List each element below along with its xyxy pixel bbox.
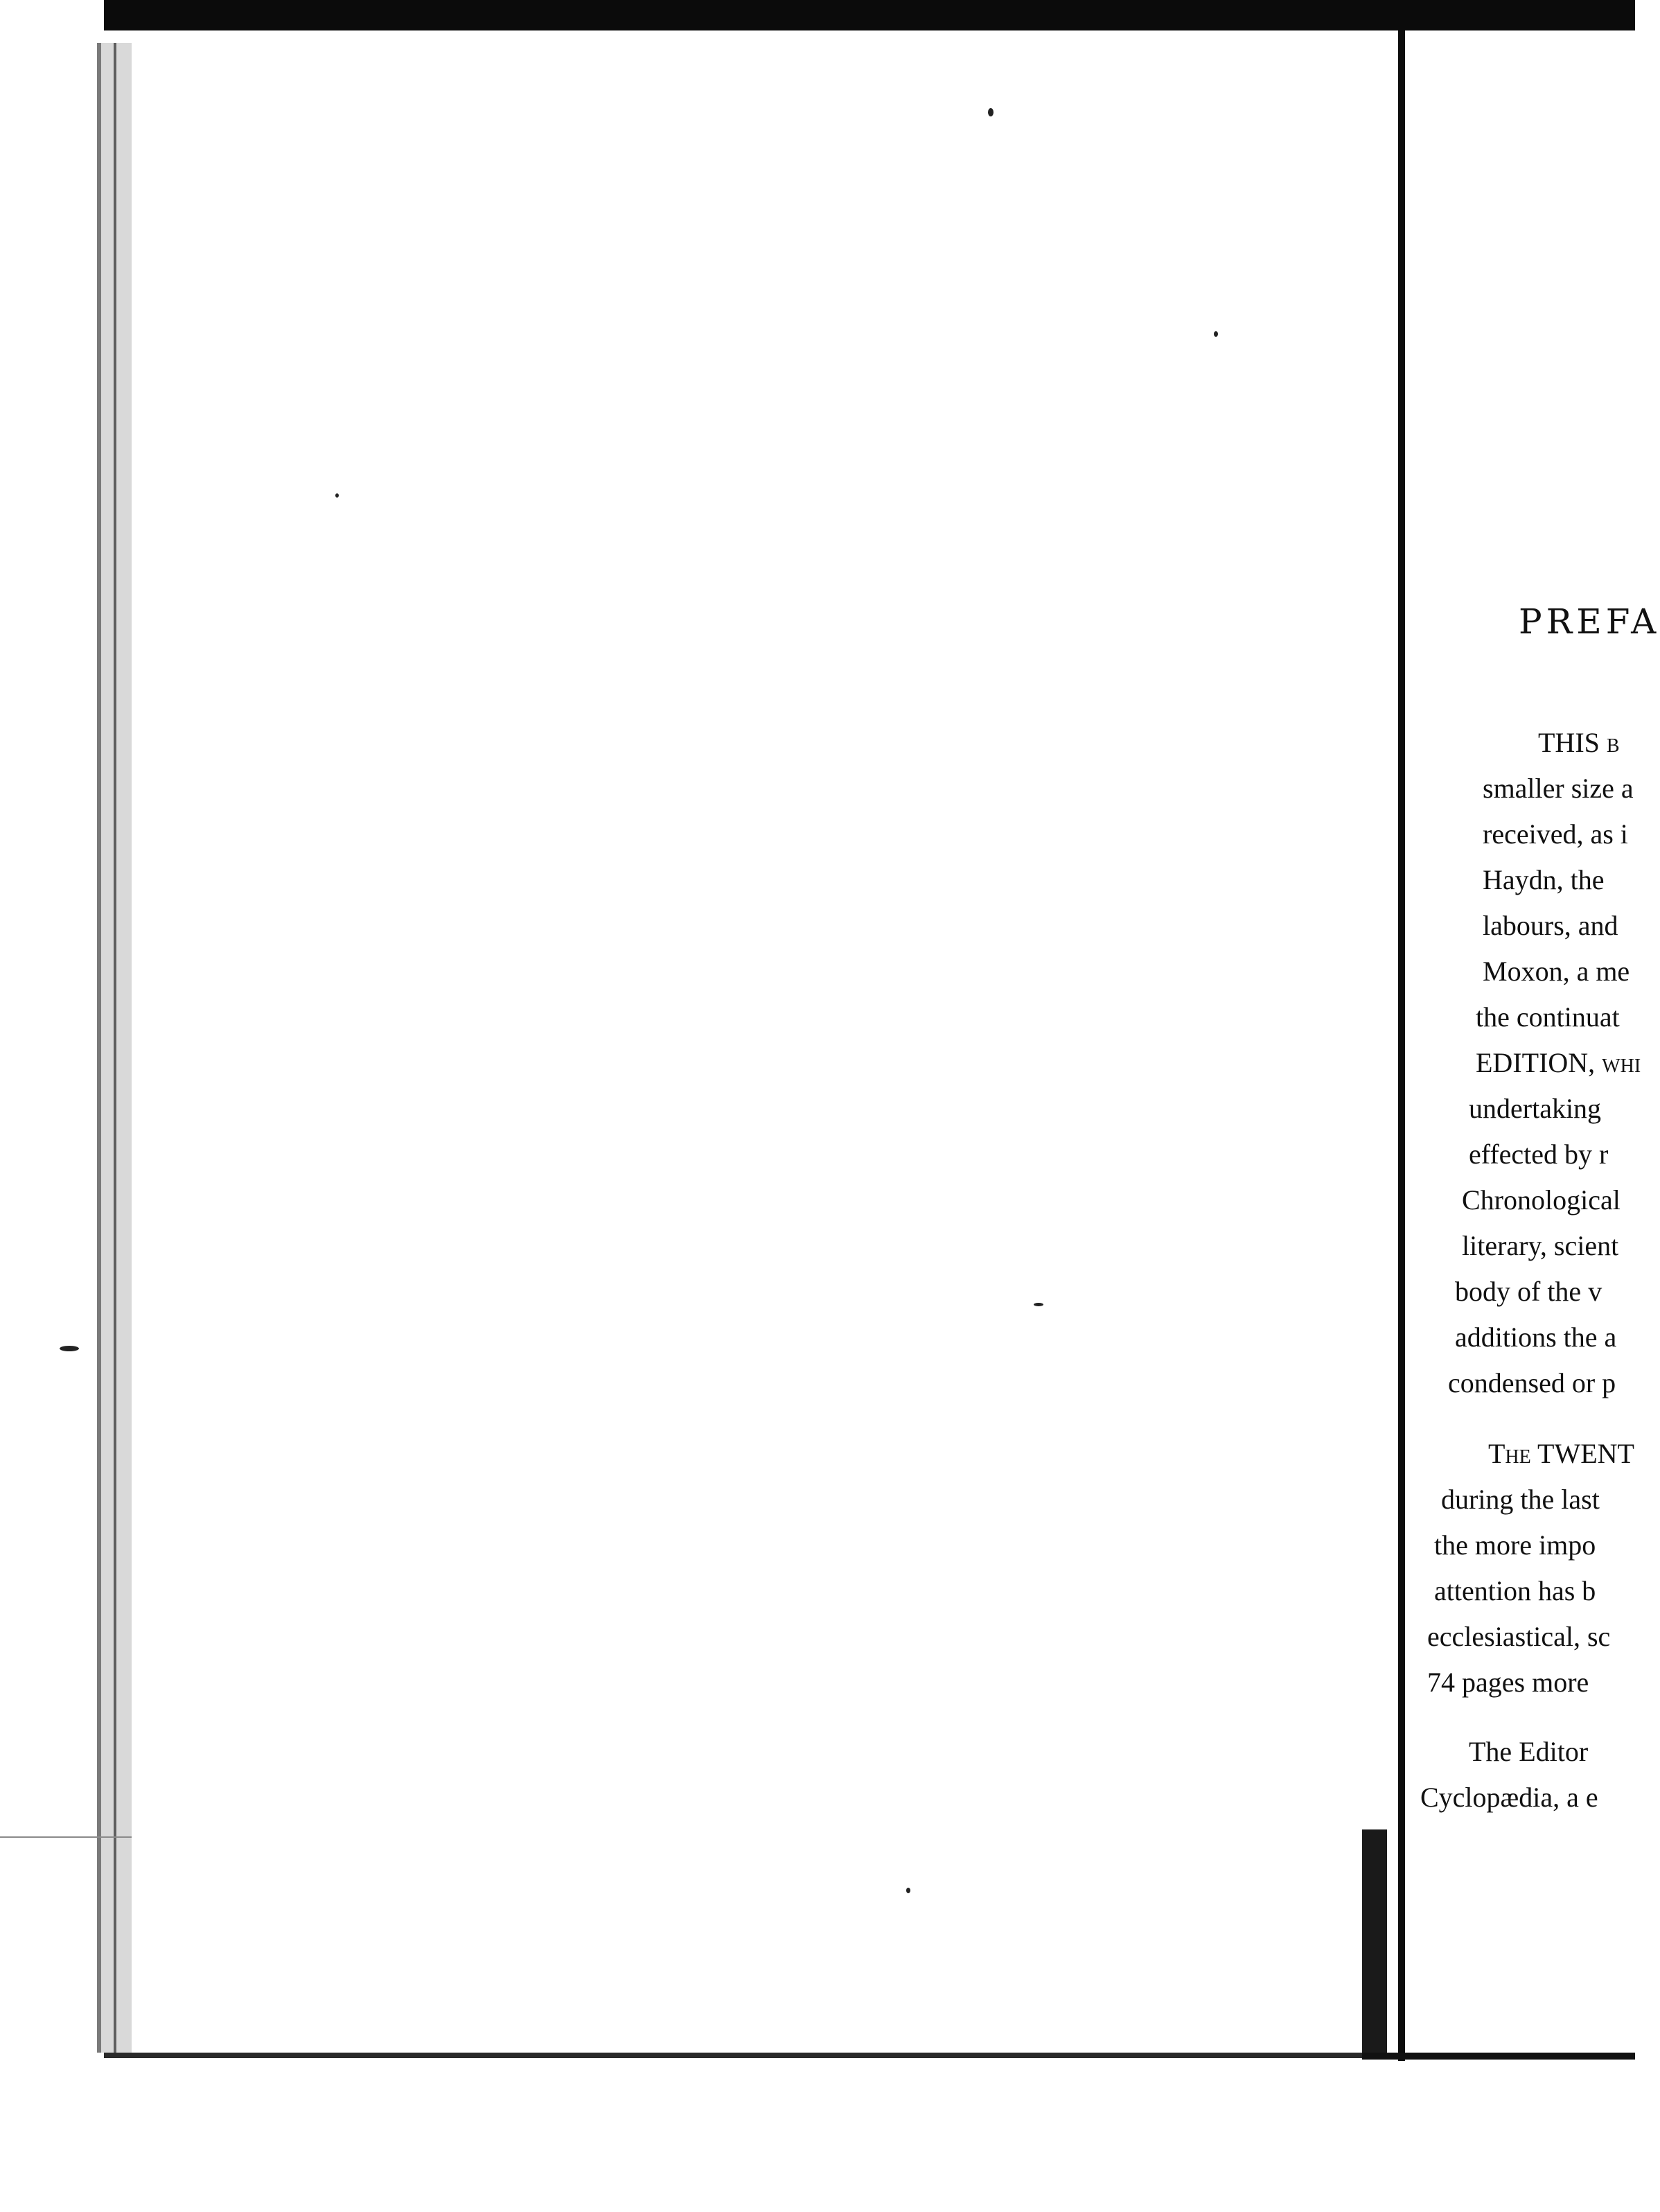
text-line: received, as i — [1483, 818, 1628, 850]
paper-speck — [1214, 331, 1218, 337]
text-line: THIS b — [1538, 727, 1620, 758]
text-line: undertaking — [1469, 1093, 1602, 1124]
text-line: smaller size a — [1483, 773, 1634, 804]
right-page-bottom-edge — [1362, 2053, 1635, 2060]
text-line: The TWENT — [1488, 1438, 1634, 1469]
paper-speck — [906, 1888, 910, 1893]
text-line: literary, scient — [1462, 1230, 1619, 1261]
text-line: Haydn, the — [1483, 864, 1605, 895]
paper-speck — [1034, 1303, 1043, 1306]
paper-speck — [60, 1346, 79, 1351]
text-line: ecclesiastical, sc — [1427, 1621, 1611, 1652]
gutter-shadow — [1362, 1829, 1387, 2058]
text-line: The Editor — [1469, 1736, 1589, 1767]
scan-frame-left — [0, 0, 104, 2212]
text-line: attention has b — [1434, 1575, 1596, 1606]
text-line: the continuat — [1476, 1001, 1620, 1033]
text-line: labours, and — [1483, 910, 1618, 941]
text-line: 74 pages more — [1427, 1667, 1589, 1698]
text-line: the more impo — [1434, 1529, 1596, 1561]
text-line: Chronological — [1462, 1184, 1621, 1215]
scan-frame-top — [0, 0, 1635, 30]
text-line: body of the v — [1455, 1276, 1602, 1307]
text-line: effected by r — [1469, 1139, 1609, 1170]
text-line: Moxon, a me — [1483, 956, 1630, 987]
scan-artifact-line — [0, 1836, 132, 1838]
binding-bottom-edge — [104, 2053, 1393, 2058]
preface-text-area — [1405, 30, 1660, 2053]
paper-speck — [335, 493, 339, 498]
text-line: EDITION, whi — [1476, 1047, 1641, 1078]
text-line: Cyclopædia, a e — [1420, 1782, 1598, 1813]
blank-left-page — [132, 30, 1399, 2054]
text-line: condensed or p — [1448, 1367, 1616, 1398]
paper-speck — [988, 108, 994, 116]
text-line: additions the a — [1455, 1322, 1617, 1353]
text-line: during the last — [1441, 1484, 1600, 1515]
preface-title: PREFA — [1519, 602, 1660, 642]
gutter-line — [1398, 30, 1405, 2061]
